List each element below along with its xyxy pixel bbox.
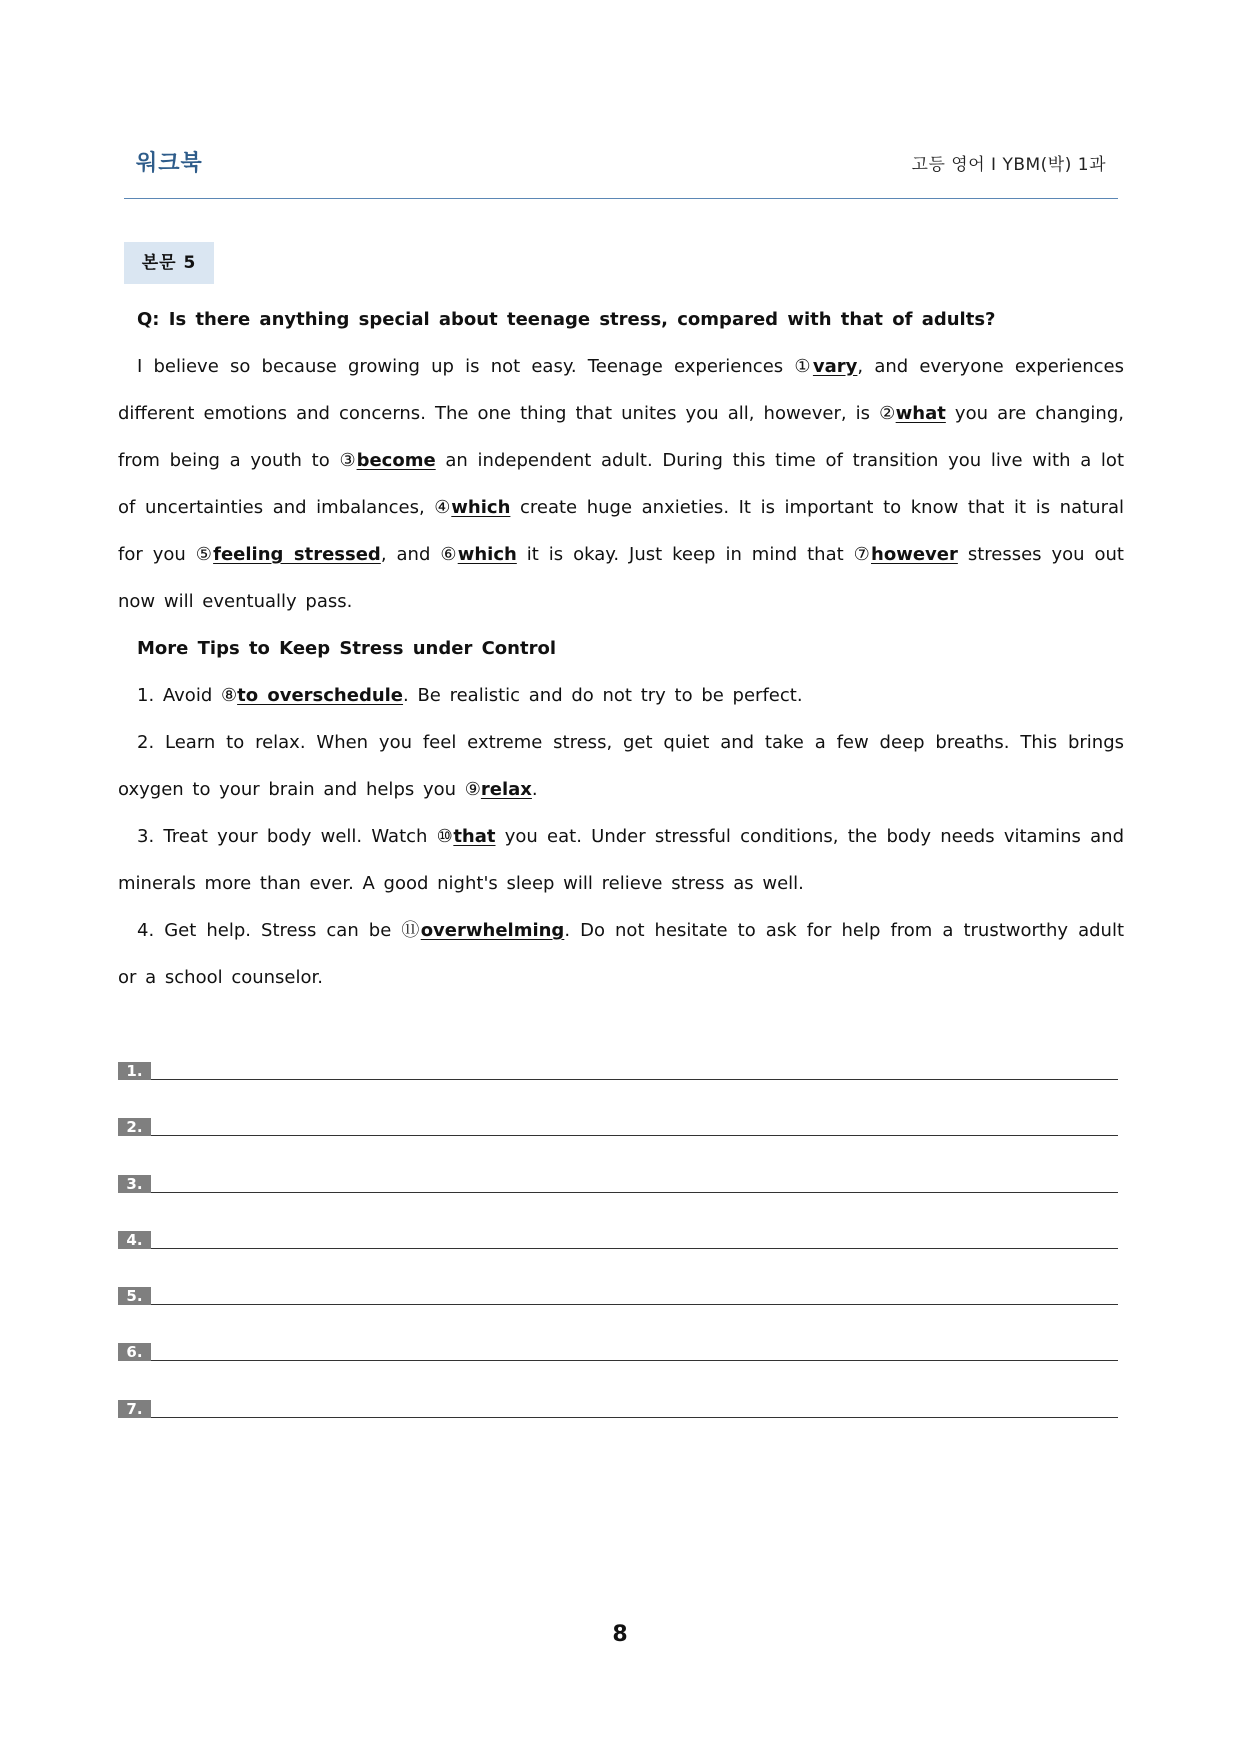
text-segment: an independent adult. During this time of transition you live with a lot of uncertainties and imbalances, xyxy=(118,450,1125,518)
answer-line[interactable] xyxy=(151,1248,1118,1249)
text-segment: 4. Get help. Stress can be xyxy=(137,920,402,941)
underlined-word-2: what xyxy=(895,403,946,424)
answer-row-4 xyxy=(118,1227,1118,1283)
answer-number: 3. xyxy=(118,1175,151,1193)
text-segment: . Do not hesitate to ask for help from a trustworthy adult or a school counselor. xyxy=(118,920,1124,988)
marker-6: ⑥ xyxy=(440,544,458,565)
answer-number: 7. xyxy=(118,1400,151,1418)
marker-2: ② xyxy=(879,403,896,424)
marker-5: ⑤ xyxy=(195,544,214,565)
text-segment: . xyxy=(531,779,538,800)
answer-number: 6. xyxy=(118,1343,151,1361)
underlined-word-9: relax xyxy=(480,779,532,800)
passage-paragraph-1 xyxy=(118,343,1124,625)
section-badge: 본문 5 xyxy=(124,242,214,284)
passage xyxy=(118,296,1124,1001)
underlined-word-3: become xyxy=(356,450,436,471)
answer-line[interactable] xyxy=(151,1417,1118,1418)
underlined-word-5: feeling stressed xyxy=(213,544,381,565)
passage-question: Q: Is there anything special about teenage stress, compared with that of adults? xyxy=(137,309,996,330)
answer-row-5 xyxy=(118,1283,1118,1339)
tip-1 xyxy=(118,672,1124,719)
answer-row-6 xyxy=(118,1339,1118,1395)
answer-row-2 xyxy=(118,1114,1118,1170)
answer-line[interactable] xyxy=(151,1360,1118,1361)
marker-4: ④ xyxy=(434,497,452,518)
tip-4 xyxy=(118,907,1124,1001)
answer-number: 5. xyxy=(118,1287,151,1305)
text-segment: 2. Learn to relax. When you feel extreme stress, get quiet and take a few deep breaths. This brings oxygen to your brain and helps you xyxy=(118,732,1124,800)
underlined-word-8: to overschedule xyxy=(237,685,404,706)
tips-heading: More Tips to Keep Stress under Control xyxy=(137,638,557,659)
text-segment: , and everyone experiences different emotions and concerns. The one thing that unites you all, however, is xyxy=(118,356,1125,424)
answer-line[interactable] xyxy=(151,1079,1118,1080)
underlined-word-4: which xyxy=(451,497,511,518)
answer-number: 1. xyxy=(118,1062,151,1080)
answer-line[interactable] xyxy=(151,1192,1118,1193)
marker-7: ⑦ xyxy=(853,544,872,565)
text-segment: you are changing, from being a youth to xyxy=(118,403,1124,471)
marker-10: ⑩ xyxy=(436,826,454,847)
text-segment: create huge anxieties. It is important to know that it is natural for you xyxy=(118,497,1125,565)
underlined-word-11: overwhelming xyxy=(420,920,565,941)
text-segment: you eat. Under stressful conditions, the body needs vitamins and minerals more than ever. A good night's sleep will relieve stress as well. xyxy=(118,826,1124,894)
marker-1: ① xyxy=(794,356,813,377)
answer-row-3 xyxy=(118,1171,1118,1227)
marker-3: ③ xyxy=(339,450,357,471)
header-workbook-title: 워크북 xyxy=(136,151,203,176)
header-course-info: 고등 영어 I YBM(박) 1과 xyxy=(911,155,1106,175)
marker-11: ⑪ xyxy=(401,920,421,941)
answer-number: 4. xyxy=(118,1231,151,1249)
underlined-word-7: however xyxy=(871,544,958,565)
header-divider xyxy=(124,198,1118,199)
underlined-word-1: vary xyxy=(812,356,858,377)
underlined-word-6: which xyxy=(457,544,517,565)
answer-number: 2. xyxy=(118,1118,151,1136)
marker-8: ⑧ xyxy=(220,685,238,706)
marker-9: ⑨ xyxy=(464,779,481,800)
tip-2 xyxy=(118,719,1124,813)
answer-line[interactable] xyxy=(151,1135,1118,1136)
answer-row-7 xyxy=(118,1396,1118,1452)
text-segment: stresses you out now will eventually pass. xyxy=(118,544,1124,612)
text-segment: it is okay. Just keep in mind that xyxy=(516,544,854,565)
answer-area xyxy=(118,1058,1118,1452)
tip-3 xyxy=(118,813,1124,907)
text-segment: , and xyxy=(380,544,441,565)
underlined-word-10: that xyxy=(453,826,496,847)
answer-line[interactable] xyxy=(151,1304,1118,1305)
text-segment: . Be realistic and do not try to be perfect. xyxy=(403,685,803,706)
page-number: 8 xyxy=(612,1622,628,1647)
answer-row-1 xyxy=(118,1058,1118,1114)
text-segment: 1. Avoid xyxy=(137,685,221,706)
text-segment: I believe so because growing up is not easy. Teenage experiences xyxy=(137,356,795,377)
text-segment: 3. Treat your body well. Watch xyxy=(137,826,437,847)
